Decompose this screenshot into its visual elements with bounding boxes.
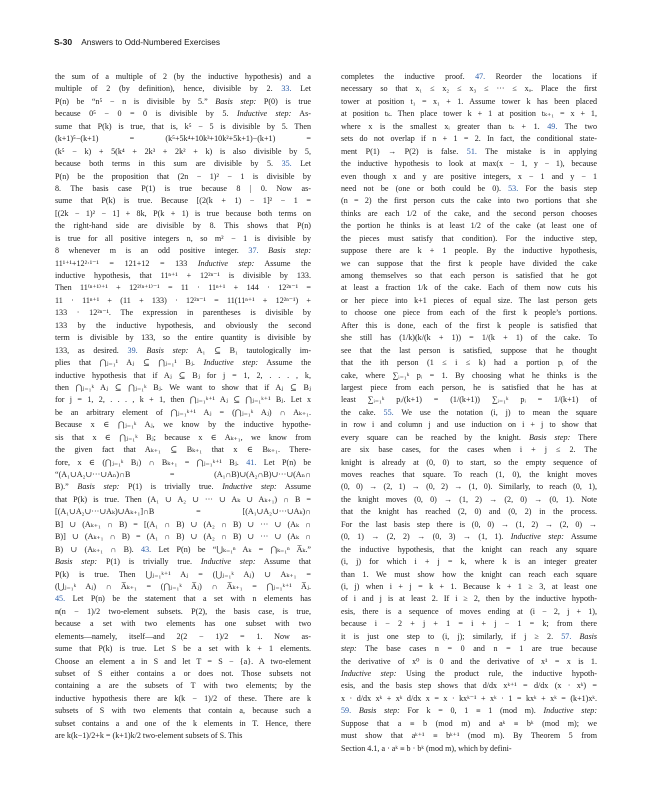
- right-column-line: at least a fraction 1/k of the cake. Each of them now cuts his: [341, 283, 597, 293]
- left-column-line: 133, as desired. 39. Basis step: A₁ ⊆ B₁ tautologically im-: [55, 345, 311, 355]
- exercise-number: 59.: [341, 706, 359, 716]
- exercise-number: 53.: [508, 183, 526, 193]
- right-column-line: knight is already at (0, 0) to start, so the empty sequence of: [341, 457, 597, 467]
- step-keyword: Basis step:: [528, 432, 571, 442]
- left-column-line: because a set with two elements has one subset with two: [55, 619, 311, 629]
- right-column-line: largest piece from each person, he is satisfied that he has at: [341, 382, 597, 392]
- right-column-line: sets do not overlap if n + 1 = 2. In fact, the conditional state-: [341, 134, 597, 144]
- right-column-line: the inductive hypothesis, that the knight can reach any square: [341, 544, 597, 554]
- left-column-line: 45. Let P(n) be the statement that a set with n elements has: [55, 594, 311, 604]
- left-column-line: containing a are the subsets of T with two elements; by the: [55, 681, 311, 691]
- left-column-line: be an arbitrary element of ⋂ⱼ₌₁ᵏ⁺¹ Aⱼ = (⋂ⱼ₌₁ᵏ Aⱼ) ∩ Aₖ₊₁.: [55, 407, 311, 417]
- right-column-line: among themselves so that each person is satisfied that he got: [341, 271, 597, 280]
- left-column-line: for j = 1, 2, . . . , k + 1, then ⋂ⱼ₌₁ᵏ⁺¹ Aⱼ ⊆ ⋂ⱼ₌₁ᵏ⁺¹ Bⱼ. Let x: [55, 395, 311, 405]
- right-column-line: completes the inductive proof. 47. Reorder the locations if: [341, 72, 597, 81]
- right-column-line: (0, 1) → (2, 2) → (0, 3) → (1, 1). Inductive step: Assume: [341, 532, 597, 542]
- left-column-line: the right-hand side are divisible by 8. This shows that P(n): [55, 221, 311, 231]
- step-keyword: Basis step:: [268, 246, 311, 256]
- left-column-line: “(A₁∪A₂∪···∪Aₙ)∩B = (A₁∩B)∪(A₂∩B)∪···∪(Aₙ∩: [55, 470, 311, 479]
- page-title: Answers to Odd-Numbered Exercises: [81, 37, 221, 47]
- right-column-line: step: The base cases n = 0 and n = 1 are true because: [341, 644, 597, 654]
- left-column-line: 8 whenever m is an odd positive integer. 37. Basis step:: [55, 246, 311, 256]
- right-column-line: (i, j) for which i + j = k, where k is an integer greater: [341, 557, 597, 567]
- right-column-line: Inductive step: Using the product rule, the inductive hypoth-: [341, 669, 597, 678]
- step-keyword: Inductive step:: [203, 358, 259, 368]
- left-column-line: subset contains a and one of the k elements in T. Hence, there: [55, 718, 311, 728]
- right-column-line: x · d/dx xᵏ + xᵏ d/dx x = x · kxᵏ⁻¹ + xᵏ · 1 = kxᵏ + xᵏ = (k+1)xᵏ.: [341, 693, 597, 703]
- right-column-line: thinks are each 1/2 of the cake, and the second person chooses: [341, 208, 597, 218]
- right-column: [341, 71, 597, 771]
- right-column-line: suppose there are k + 1 people. By the inductive hypothesis,: [341, 246, 597, 256]
- right-column-line: tower at position t₁ = x₁ + 1. Assume tower k has been placed: [341, 96, 597, 106]
- right-column-line: because i − 2 + j + 1 = i + j − 1 = k; from there: [341, 619, 597, 629]
- left-column-line: Then 11⁽ⁿ⁺¹⁾⁺¹ + 12²⁽ⁿ⁺¹⁾⁻¹ = 11 · 11ⁿ⁺¹ + 144 · 12²ⁿ⁻¹ =: [55, 283, 311, 293]
- right-column-line: the portion he thinks is at least 1/2 of the cake (at least one of: [341, 221, 597, 231]
- left-column-line: 11 · 11ⁿ⁺¹ + (11 + 133) · 12²ⁿ⁻¹ = 11(11ⁿ⁺¹ + 12²ⁿ⁻¹) +: [55, 295, 311, 305]
- right-column-line: esis, there is a sequence of moves ending at (i − 2, j + 1),: [341, 606, 597, 616]
- right-column-line: every square can be reached by the knight. Basis step: There: [341, 432, 597, 442]
- left-column-line: elements—namely, itself—and 2(2 − 1)/2 = 1. Now as-: [55, 631, 311, 641]
- left-column-line: P(n) be the proposition that (2n − 1)² − 1 is divisible by: [55, 171, 311, 181]
- step-keyword: Inductive step:: [222, 482, 277, 492]
- right-column-line: she still has (1/k)(k/(k + 1)) = 1/(k + 1) of the cake. To: [341, 333, 597, 343]
- page-header: [54, 37, 220, 47]
- right-column-line: the inductive hypothesis to look at max(x − 1, y − 1), because: [341, 159, 597, 169]
- left-column-line: multiple of 2 (by definition), hence, divisible by 2. 33. Let: [55, 84, 311, 94]
- exercise-number: 39.: [127, 345, 147, 355]
- left-column-line: B)] ∪ (Aₖ₊₁ ∩ B) = (A₁ ∩ B) ∪ (A₂ ∩ B) ∪ ··· ∪ (Aₖ ∩: [55, 532, 311, 542]
- exercise-number: 45.: [55, 594, 73, 604]
- left-column-line: B) ∪ (Aₖ₊₁ ∩ B). 43. Let P(n) be “⋃ₖ₌₁ⁿ Aₖ = ⋂ₖ₌₁ⁿ A̅ₖ.”: [55, 544, 311, 554]
- right-column-line: cake, where ∑ᵢ₌₁ᵏ pᵢ = 1. By choosing what he thinks is the: [341, 370, 597, 380]
- left-column-line: then ⋂ⱼ₌₁ᵏ Aⱼ ⊆ ⋂ⱼ₌₁ᵏ Bⱼ. We want to show that if Aⱼ ⊆ Bⱼ: [55, 382, 311, 392]
- left-column: [55, 71, 311, 771]
- right-column-line: (i, j) when i + j = k + 1. Because k + 1 ≥ 3, at least one: [341, 581, 597, 591]
- left-column-line: is true for all positive integers n, so m² − 1 is divisible by: [55, 233, 311, 243]
- right-column-line: to choose one piece from each of the first k people’s portions.: [341, 308, 597, 318]
- left-column-line: P(k) is true. Then ⋃ⱼ₌₁ᵏ⁺¹ Aⱼ = (⋃ⱼ₌₁ᵏ Aⱼ) ∪ Aₖ₊₁ =: [55, 569, 311, 579]
- step-keyword: Basis step:: [358, 706, 400, 716]
- left-column-line: (k+1)⁵−(k+1) = (k⁵+5k⁴+10k³+10k²+5k+1)−(k+1) =: [55, 134, 311, 144]
- left-column-line: sume that P(k) is true. Let S be a set with k + 1 elements.: [55, 644, 311, 654]
- right-column-line: that the ith person (1 ≤ i ≤ k) had a portion pᵢ of the: [341, 358, 597, 368]
- exercise-number: 55.: [383, 407, 402, 417]
- right-column-line: of i and j is at least 2. If i ≥ 2, then by the inductive hypoth-: [341, 594, 597, 604]
- right-column-line: (n = 2) the first person cuts the cake into two portions that she: [341, 196, 597, 206]
- step-keyword: Basis step:: [77, 482, 120, 492]
- left-column-line: B] ∪ (Aₖ₊₁ ∩ B) = [(A₁ ∩ B) ∪ (A₂ ∩ B) ∪ ··· ∪ (Aₖ ∩: [55, 519, 311, 529]
- exercise-number: 37.: [248, 246, 269, 256]
- left-column-line: sis that x ∈ ⋂ⱼ₌₁ᵏ Bⱼ; because x ∈ Aₖ₊₁, we know from: [55, 432, 311, 442]
- exercise-number: 35.: [281, 159, 301, 169]
- step-keyword: Basis: [579, 631, 597, 641]
- right-column-line: the pieces must satisfy that condition). For the inductive step,: [341, 233, 597, 243]
- step-keyword: Basis step:: [55, 557, 98, 567]
- left-column-line: because both terms in this sum are divisible by 5. 35. Let: [55, 159, 311, 169]
- left-column-line: P(n) be “n⁵ − n is divisible by 5.” Basis step: P(0) is true: [55, 96, 311, 106]
- exercise-number: 47.: [475, 72, 496, 81]
- right-column-line: must show that aᵏ⁺¹ ≡ bᵏ⁺¹ (mod m). By Theorem 5 from: [341, 731, 597, 741]
- page-number: S-30: [54, 37, 73, 47]
- right-column-line: the knight moves (0, 0) → (1, 2) → (2, 0) → (0, 1). Note: [341, 494, 597, 504]
- right-column-line: Suppose that a ≡ b (mod m) and aᵏ ≡ bᵏ (mod m); we: [341, 718, 597, 728]
- right-column-line: For the last basis step there is (0, 0) → (1, 2) → (2, 0) →: [341, 519, 597, 529]
- left-column-line: subset of S either contains a or does not. Those subsets not: [55, 669, 311, 678]
- right-column-line: we can suppose that the first k people have divided the cake: [341, 258, 597, 268]
- left-column-line: 133 by the inductive hypothesis, and obviously the second: [55, 320, 311, 330]
- right-column-line: least ∑ᵢ₌₁ᵏ pᵢ/(k+1) = (1/(k+1)) ∑ᵢ₌₁ᵏ pᵢ = 1/(k+1) of: [341, 395, 597, 405]
- right-column-line: even though x and y are positive integers, x − 1 and y − 1: [341, 171, 597, 181]
- left-column-line: 8. The basis case P(1) is true because 8 | 0. Now as-: [55, 183, 311, 193]
- left-column-line: term is divisible by 133, so the entire quantity is divisible by: [55, 333, 311, 343]
- right-column-line: are six base cases, for the cases when i + j ≤ 2. The: [341, 445, 597, 455]
- left-column-line: the given fact that Aₖ₊₁ ⊆ Bₖ₊₁ that x ∈ Bₖ₊₁. There-: [55, 445, 311, 455]
- left-column-line: inductive hypothesis that if Aⱼ ⊆ Bⱼ for j = 1, 2, . . . , k,: [55, 370, 311, 380]
- left-column-line: Because x ∈ ⋂ⱼ₌₁ᵏ Aⱼ, we know by the inductive hypothe-: [55, 420, 311, 430]
- right-column-line: Section 4.1, a · aᵏ ≡ b · bᵏ (mod m), which by defini-: [341, 743, 512, 753]
- left-column-line: n(n − 1)/2 two-element subsets. P(2), the basis case, is true,: [55, 606, 311, 616]
- left-column-line: are k(k−1)/2+k = (k+1)k/2 two-element subsets of S. This: [55, 731, 243, 741]
- left-column-line: the sum of a multiple of 2 (by the inductive hypothesis) and a: [55, 72, 311, 81]
- right-column-line: that the knight has reached (2, 0) and (0, 2) in the process.: [341, 507, 597, 517]
- left-column-line: 11¹⁺¹+12²·¹⁻¹ = 121+12 = 133 Inductive step: Assume the: [55, 258, 311, 268]
- right-column-line: see that the last person is satisfied, suppose that he thought: [341, 345, 597, 355]
- left-column-line: [(2k − 1)² − 1] + 8k, P(k + 1) is true because both terms on: [55, 208, 311, 218]
- step-keyword: Inductive step:: [236, 109, 292, 119]
- right-column-line: at position tₖ. Then place tower k + 1 at position tₖ₊₁ = x + 1,: [341, 109, 597, 119]
- right-column-line: necessary so that x₁ ≤ x₂ ≤ x₃ ≤ ··· ≤ xₐ. Place the first: [341, 84, 597, 94]
- right-column-line: ment P(1) → P(2) is false. 51. The mistake is in applying: [341, 146, 597, 156]
- left-column-line: that P(k) is true. Then (A₁ ∪ A₂ ∪ ··· ∪ Aₖ ∪ Aₖ₊₁) ∩ B =: [55, 494, 311, 504]
- left-column-line: inductive hypothesis there are k(k − 1)/2 of these. There are k: [55, 693, 311, 703]
- left-column-line: [(A₁∪A₂∪···∪Aₖ)∪Aₖ₊₁]∩B = [(A₁∪A₂∪···∪Aₖ)∩: [55, 507, 311, 517]
- step-keyword: Basis step:: [146, 345, 189, 355]
- left-column-line: Basis step: P(1) is trivially true. Inductive step: Assume that: [55, 557, 311, 567]
- right-column-line: or her piece into k+1 pieces of equal size. The last person gets: [341, 295, 597, 305]
- left-column-line: fore, x ∈ (⋂ⱼ₌₁ᵏ Bⱼ) ∩ Bₖ₊₁ = ⋂ⱼ₌₁ᵏ⁺¹ Bⱼ. 41. Let P(n) be: [55, 457, 311, 467]
- exercise-number: 57.: [561, 631, 580, 641]
- left-column-line: sume that P(k) is true, that is, k⁵ − 5 is divisible by 5. Then: [55, 121, 311, 131]
- left-column-line: B).” Basis step: P(1) is trivially true. Inductive step: Assume: [55, 482, 311, 492]
- right-column-line: need not be (one or both could be 0). 53. For the basis step: [341, 183, 597, 193]
- exercise-number: 41.: [246, 457, 264, 467]
- right-column-line: 59. Basis step: For k = 0, 1 ≡ 1 (mod m). Inductive step:: [341, 706, 597, 716]
- right-column-line: the derivative of x⁰ is 0 and the derivative of x¹ = x is 1.: [341, 656, 597, 666]
- exercise-number: 33.: [281, 84, 301, 94]
- right-column-line: in row i and column j and use induction on i + j to show that: [341, 420, 597, 430]
- step-keyword: Inductive step:: [510, 532, 564, 542]
- step-keyword: Inductive step:: [543, 706, 597, 716]
- left-column-line: subsets of S with two elements that contain a, because such a: [55, 706, 311, 716]
- right-column-line: (0, 0) → (2, 1) → (0, 2) → (1, 0). Similarly, to reach (0, 1),: [341, 482, 597, 492]
- left-column-line: (⋃ⱼ₌₁ᵏ Aⱼ) ∩ A̅ₖ₊₁ = (⋂ⱼ₌₁ᵏ A̅ⱼ) ∩ A̅ₖ₊₁ = ⋂ⱼ₌₁ᵏ⁺¹ A̅ⱼ.: [55, 581, 311, 591]
- right-column-line: moves reaches that square. To reach (1, 0), the knight moves: [341, 470, 597, 479]
- left-column-line: because 0⁵ − 0 = 0 is divisible by 5. Inductive step: As-: [55, 109, 311, 119]
- exercise-number: 49.: [547, 121, 565, 131]
- left-column-line: (k⁵ − k) + 5(k⁴ + 2k³ + 2k² + k) is also divisible by 5,: [55, 146, 311, 156]
- step-keyword: Inductive step:: [200, 557, 256, 567]
- step-keyword: Basis step:: [215, 96, 257, 106]
- right-column-line: After this is done, each of the first k people is satisfied that: [341, 320, 597, 330]
- step-keyword: Inductive step:: [341, 669, 397, 678]
- left-column-line: plies that ⋂ⱼ₌₁¹ Aⱼ ⊆ ⋂ⱼ₌₁¹ Bⱼ. Inductive step: Assume the: [55, 358, 311, 368]
- left-column-line: inductive hypothesis, that 11ⁿ⁺¹ + 12²ⁿ⁻¹ is divisible by 133.: [55, 271, 311, 280]
- right-column-line: where x is the smallest xᵢ greater than tₖ + 1. 49. The two: [341, 121, 597, 131]
- step-keyword: Inductive step:: [197, 258, 255, 268]
- left-column-line: Choose an element a in S and let T = S − {a}. A two-element: [55, 656, 311, 666]
- left-column-line: sume that P(k) is true. Because [(2(k + 1) − 1]² − 1 =: [55, 196, 311, 206]
- right-column-line: esis, and the basis step shows that d/dx xᵏ⁺¹ = d/dx (x · xᵏ) =: [341, 681, 597, 691]
- exercise-number: 43.: [141, 544, 159, 554]
- exercise-number: 51.: [466, 146, 486, 156]
- right-column-line: than 1. We must show how the knight can reach each square: [341, 569, 597, 579]
- right-column-line: it is just one step to (i, j); similarly, if j ≥ 2. 57. Basis: [341, 631, 597, 641]
- right-column-line: the cake. 55. We use the notation (i, j) to mean the square: [341, 407, 597, 417]
- left-column-line: 133 · 12²ⁿ⁻¹. The expression in parentheses is divisible by: [55, 308, 311, 318]
- step-keyword: step:: [341, 644, 357, 654]
